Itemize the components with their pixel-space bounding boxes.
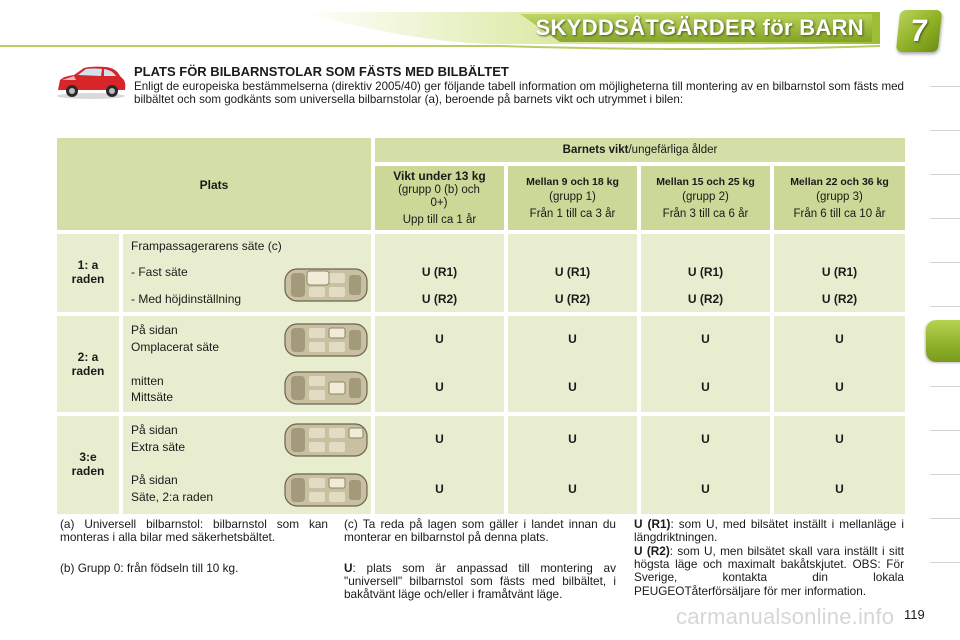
group-age: Från 1 till ca 3 år <box>529 208 616 220</box>
footnote-r1 <box>634 518 904 544</box>
value-cell <box>508 234 637 312</box>
group-age: Upp till ca 1 år <box>402 214 477 226</box>
group-header-2 <box>641 166 770 230</box>
footnote-b: (b) Grupp 0: från födseln till 10 kg. <box>60 561 239 575</box>
seat-value: U <box>701 432 710 446</box>
group-header-0 <box>375 166 504 230</box>
footnote-u <box>344 562 616 602</box>
tab-divider <box>930 518 960 519</box>
row-desc-line: På sidan <box>131 323 178 337</box>
group-label: (grupp 0 (b) och 0+) <box>398 184 480 209</box>
row-desc-line: På sidan <box>131 473 178 487</box>
row-label-cell-3 <box>57 416 119 514</box>
row-desc-line: Mittsäte <box>131 390 174 404</box>
tab-divider <box>930 218 960 219</box>
group-label: (grupp 1) <box>549 191 596 203</box>
seat-diagram-icon <box>283 368 369 408</box>
row-desc-line: Säte, 2:a raden <box>131 490 214 504</box>
value-cell <box>641 416 770 514</box>
weight-header-bold: Barnets vikt <box>562 144 629 156</box>
car-icon <box>54 64 128 100</box>
footnote-r2-label: U (R2) <box>634 544 670 558</box>
value-cell <box>774 416 905 514</box>
seat-value: U <box>568 432 577 446</box>
weight-header-cell <box>375 138 905 162</box>
seat-value: U (R2) <box>687 292 724 306</box>
seat-value: U <box>435 332 444 346</box>
seat-diagram-icon <box>283 470 369 510</box>
value-cell <box>508 316 637 412</box>
tab-divider <box>930 430 960 431</box>
seat-diagram-icon <box>283 420 369 460</box>
seat-value: U <box>435 432 444 446</box>
seat-value: U (R2) <box>421 292 458 306</box>
chapter-tab-active[interactable] <box>926 320 960 362</box>
seat-value: U (R1) <box>687 265 724 279</box>
seat-value: U <box>568 482 577 496</box>
watermark: carmanualsonline.info <box>676 604 895 629</box>
tab-divider <box>930 306 960 307</box>
page-title: SKYDDSÅTGÄRDER för BARN <box>535 15 864 40</box>
tab-divider <box>930 86 960 87</box>
value-cell <box>774 316 905 412</box>
row-desc-line: - Med höjdinställning <box>131 292 242 306</box>
seat-value: U <box>835 482 844 496</box>
seat-value: U <box>435 380 444 394</box>
row-label: 3:e raden <box>71 450 105 478</box>
footnote-r2 <box>634 545 904 598</box>
seat-diagram-icon <box>283 265 369 305</box>
seat-value: U <box>701 332 710 346</box>
footnote-a: (a) Universell bilbarnstol: bilbarnstol som kan monteras i alla bilar med säkerhetsbältet. <box>60 517 328 545</box>
value-cell <box>774 234 905 312</box>
child-seat-table <box>57 138 905 514</box>
page-number: 119 <box>904 607 925 622</box>
row-desc-cell-1 <box>123 234 371 312</box>
seat-value: U <box>435 482 444 496</box>
seat-value: U <box>701 482 710 496</box>
group-age: Från 6 till ca 10 år <box>793 208 886 220</box>
tab-divider <box>930 130 960 131</box>
seat-diagram-icon <box>283 320 369 360</box>
group-label: (grupp 2) <box>682 191 729 203</box>
row-label-cell-1 <box>57 234 119 312</box>
row-desc-cell-3 <box>123 416 371 514</box>
seat-value: U <box>568 380 577 394</box>
tab-divider <box>930 262 960 263</box>
chapter-number: 7 <box>908 13 930 48</box>
plats-header: Plats <box>199 178 229 192</box>
seat-value: U <box>568 332 577 346</box>
group-header-1 <box>508 166 637 230</box>
row-label-cell-2 <box>57 316 119 412</box>
footnote-u-text: : plats som är anpassad till montering av "universell" bilbarnstol som fästs med bilbältet, i bakåtvänt läge och/eller i framåtvänt läge. <box>344 561 616 602</box>
tab-divider <box>930 474 960 475</box>
seat-value: U <box>835 380 844 394</box>
plats-header-cell <box>57 138 371 230</box>
group-header-3 <box>774 166 905 230</box>
value-cell <box>375 316 504 412</box>
footnote-r1-text: : som U, med bilsätet inställt i mellanläge i längdriktningen. <box>634 517 904 545</box>
seat-value: U <box>701 380 710 394</box>
footnote-u-label: U <box>344 561 353 575</box>
value-cell <box>641 234 770 312</box>
seat-value: U <box>835 332 844 346</box>
row-label: 1: a raden <box>71 258 105 286</box>
value-cell <box>641 316 770 412</box>
footnote-c: (c) Ta reda på lagen som gäller i landet innan du monterar en bilbarnstol på denna plats. <box>344 517 616 545</box>
row-desc-line: Omplacerat säte <box>131 340 220 354</box>
value-cell <box>508 416 637 514</box>
weight-header-rest: /ungefärliga ålder <box>628 144 718 156</box>
tab-divider <box>930 562 960 563</box>
row-desc-line: På sidan <box>131 423 178 437</box>
group-age: Från 3 till ca 6 år <box>662 208 749 220</box>
chapter-badge <box>896 10 942 52</box>
section-title: PLATS FÖR BILBARNSTOLAR SOM FÄSTS MED BILBÄLTET <box>134 64 509 79</box>
row-label: 2: a raden <box>71 350 105 378</box>
value-cell <box>375 416 504 514</box>
row-desc-line: Extra säte <box>131 440 186 454</box>
footnote-r1-label: U (R1) <box>634 517 671 531</box>
group-label: (grupp 3) <box>816 191 863 203</box>
row-desc-line: mitten <box>131 374 164 388</box>
seat-value: U <box>835 432 844 446</box>
group-name: Mellan 15 och 25 kg <box>656 176 755 188</box>
seat-value: U (R2) <box>821 292 858 306</box>
footnote-r2-text: : som U, men bilsätet skall vara inställt i sitt högsta läge och maximalt bakåtskjutet. OBS: För Sverige, kontakta din lokala PEUGEOTåterförsäljare för mer information. <box>634 544 904 598</box>
row-desc-line: Frampassagerarens säte (c) <box>131 239 282 253</box>
section-intro: Enligt de europeiska bestämmelserna (direktiv 2005/40) ger följande tabell information om möjligheterna till montering av en bilbarnstol som fästs med bilbältet och som godkänts som universella bilbarnstolar (a), beroende på barnets vikt och utrymmet i bilen: <box>134 80 904 107</box>
seat-value: U (R2) <box>554 292 591 306</box>
group-name: Vikt under 13 kg <box>393 169 486 183</box>
value-cell <box>375 234 504 312</box>
seat-value: U (R1) <box>421 265 458 279</box>
tab-divider <box>930 174 960 175</box>
group-name: Mellan 9 och 18 kg <box>526 176 619 188</box>
seat-value: U (R1) <box>554 265 591 279</box>
row-desc-cell-2 <box>123 316 371 412</box>
row-desc-line: - Fast säte <box>131 265 188 279</box>
tab-divider <box>930 386 960 387</box>
group-name: Mellan 22 och 36 kg <box>790 176 889 188</box>
seat-value: U (R1) <box>821 265 858 279</box>
